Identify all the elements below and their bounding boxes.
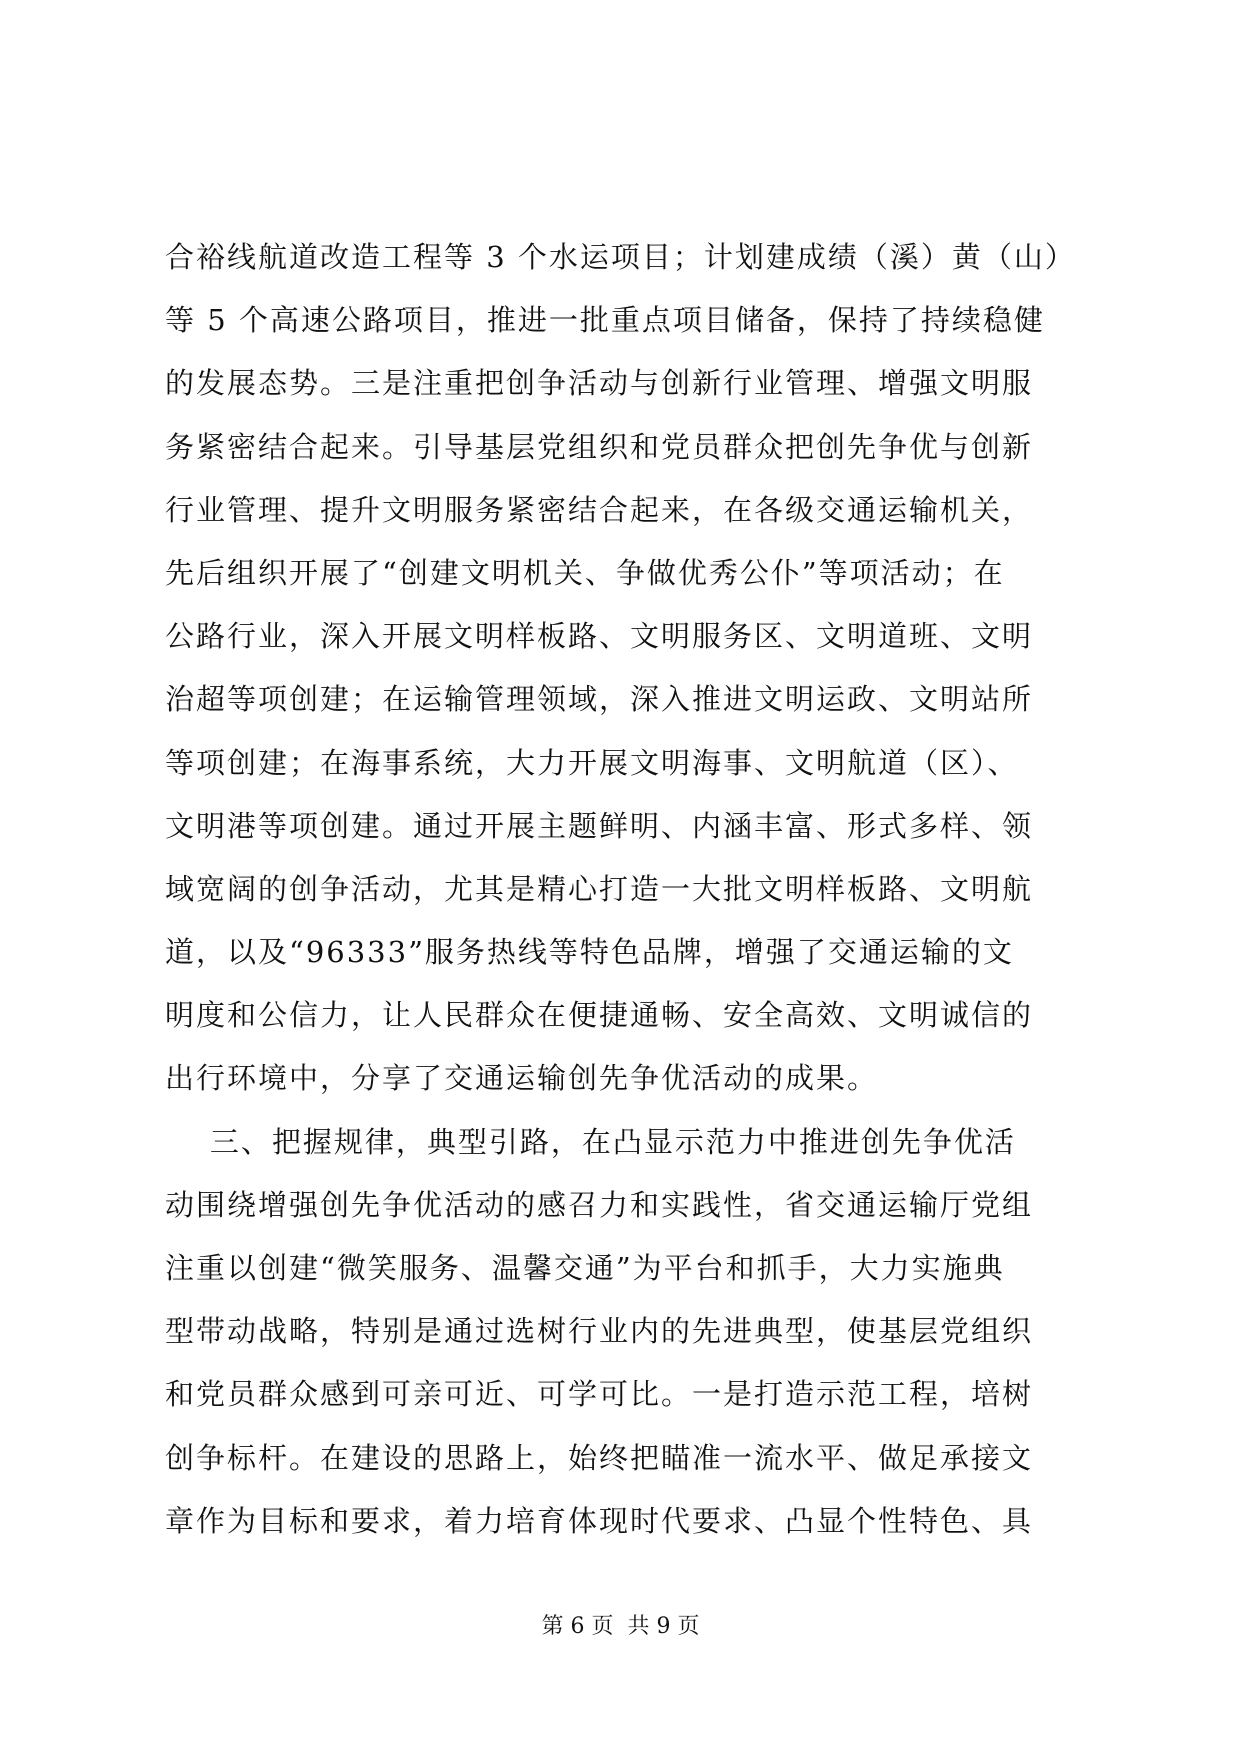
text-line: 型带动战略，特别是通过选树行业内的先进典型，使基层党组织 (165, 1314, 1034, 1349)
text-line: 的发展态势。三是注重把创争活动与创新行业管理、增强文明服 (165, 366, 1034, 401)
text-line: 域宽阔的创争活动，尤其是精心打造一大批文明样板路、文明航 (165, 871, 1034, 906)
text-line: 等 5 个高速公路项目，推进一批重点项目储备，保持了持续稳健 (165, 303, 1045, 338)
text-line: 等项创建；在海事系统，大力开展文明海事、文明航道（区）、 (165, 745, 1019, 780)
text-line: 合裕线航道改造工程等 3 个水运项目；计划建成绩（溪）黄（山） (165, 240, 1076, 274)
page-number: 第 6 页 共 9 页 (541, 1614, 700, 1639)
text-line: 章作为目标和要求，着力培育体现时代要求、凸显个性特色、具 (165, 1503, 1034, 1538)
text-line: 治超等项创建；在运输管理领域，深入推进文明运政、文明站所 (165, 682, 1034, 717)
text-line: 创争标杆。在建设的思路上，始终把瞄准一流水平、做足承接文 (165, 1440, 1034, 1475)
page-footer (0, 1612, 1241, 1642)
text-line: 出行环境中，分享了交通运输创先争优活动的成果。 (165, 1061, 879, 1096)
section-heading-line: 三、把握规律，典型引路，在凸显示范力中推进创先争优活 (165, 1124, 1016, 1159)
text-line: 先后组织开展了“创建文明机关、争做优秀公仆”等项活动；在 (165, 555, 1005, 590)
text-line: 动围绕增强创先争优活动的感召力和实践性，省交通运输厅党组 (165, 1187, 1034, 1222)
body-text (165, 226, 1085, 1553)
text-line: 注重以创建“微笑服务、温馨交通”为平台和抓手，大力实施典 (165, 1251, 1005, 1285)
text-line: 和党员群众感到可亲可近、可学可比。一是打造示范工程，培树 (165, 1377, 1034, 1412)
text-line: 公路行业，深入开展文明样板路、文明服务区、文明道班、文明 (165, 619, 1034, 654)
text-line: 文明港等项创建。通过开展主题鲜明、内涵丰富、形式多样、领 (165, 808, 1034, 843)
text-line: 务紧密结合起来。引导基层党组织和党员群众把创先争优与创新 (165, 429, 1034, 464)
text-line: 道，以及“96333”服务热线等特色品牌，增强了交通运输的文 (165, 935, 1014, 970)
text-line: 明度和公信力，让人民群众在便捷通畅、安全高效、文明诚信的 (165, 998, 1034, 1033)
text-line: 行业管理、提升文明服务紧密结合起来，在各级交通运输机关， (165, 492, 1034, 527)
